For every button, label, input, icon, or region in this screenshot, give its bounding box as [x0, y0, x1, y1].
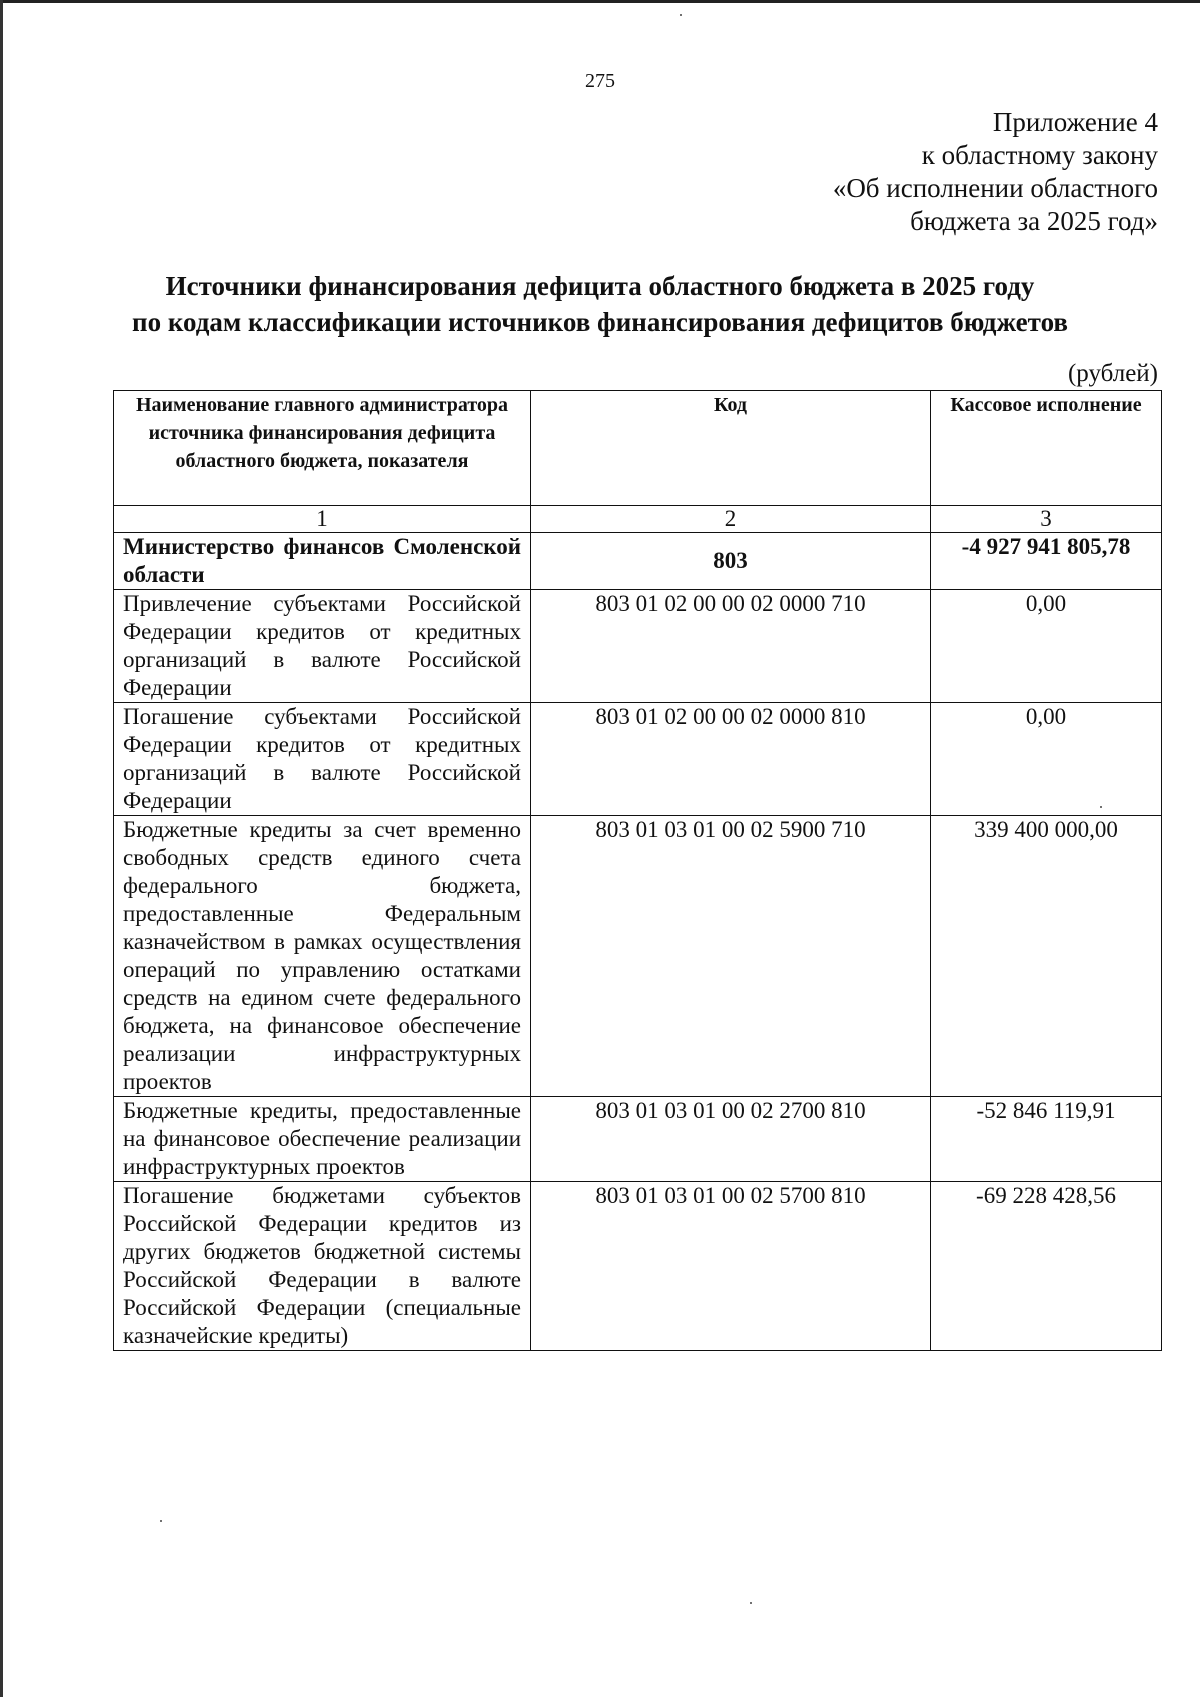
row-name: Привлечение субъектами Российской Федерации кредитов от кредитных организаций в валюте Российской Федерации: [114, 590, 531, 703]
row-name: Министерство финансов Смоленской области: [114, 533, 531, 590]
appendix-line: Приложение 4: [992, 107, 1158, 137]
row-code: 803 01 02 00 00 02 0000 810: [531, 703, 931, 816]
row-name: Бюджетные кредиты за счет временно свободных средств единого счета федерального бюджета, предоставленные Федеральным казначейством в рамках осуществления операций по управлению остатками средств на едином счете федерального бюджета, на финансовое обеспечение реализации инфраструктурных проектов: [114, 816, 531, 1097]
table-row: [114, 816, 1162, 1097]
row-name: Погашение субъектами Российской Федерации кредитов от кредитных организаций в валюте Российской Федерации: [114, 703, 531, 816]
header-name: Наименование главного администратора источника финансирования дефицита областного бюджета, показателя: [114, 391, 531, 506]
column-number: 1: [114, 506, 531, 533]
table-row: [114, 590, 1162, 703]
title-line-2: по кодам классификации источников финансирования дефицитов бюджетов: [132, 307, 1068, 337]
column-number-row: [114, 506, 1162, 533]
sources-table: [113, 390, 1162, 1351]
title-line-1: Источники финансирования дефицита областного бюджета в 2025 году: [165, 271, 1035, 301]
row-code: 803 01 02 00 00 02 0000 710: [531, 590, 931, 703]
row-amount: 0,00: [931, 590, 1162, 703]
row-code: 803 01 03 01 00 02 5900 710: [531, 816, 931, 1097]
page-number: 275: [585, 70, 615, 92]
row-name: Погашение бюджетами субъектов Российской Федерации кредитов из других бюджетов бюджетной системы Российской Федерации в валюте Российской Федерации (специальные казначейские кредиты): [114, 1182, 531, 1351]
row-code: 803: [531, 533, 931, 590]
row-amount: 339 400 000,00: [931, 816, 1162, 1097]
appendix-line: к областному закону: [921, 140, 1158, 170]
scan-edge-top: [0, 0, 1200, 3]
header-amount: Кассовое исполнение: [931, 391, 1162, 506]
document-title: [40, 268, 1160, 340]
appendix-line: бюджета за 2025 год»: [910, 206, 1158, 236]
header-code: Код: [531, 391, 931, 506]
table-row: [114, 703, 1162, 816]
table-row: [114, 1097, 1162, 1182]
row-amount: 0,00: [931, 703, 1162, 816]
row-name: Бюджетные кредиты, предоставленные на финансовое обеспечение реализации инфраструктурных проектов: [114, 1097, 531, 1182]
row-amount: -52 846 119,91: [931, 1097, 1162, 1182]
scan-speck: [680, 14, 682, 16]
scan-speck: [750, 1602, 752, 1604]
appendix-line: «Об исполнении областного: [832, 173, 1158, 203]
column-number: 3: [931, 506, 1162, 533]
scan-speck: [160, 1520, 162, 1522]
table-header-row: [114, 391, 1162, 506]
units-label: (рублей): [1067, 360, 1158, 387]
row-code: 803 01 03 01 00 02 5700 810: [531, 1182, 931, 1351]
row-amount: -4 927 941 805,78: [931, 533, 1162, 590]
row-amount: -69 228 428,56: [931, 1182, 1162, 1351]
table-row: [114, 1182, 1162, 1351]
table-row: [114, 533, 1162, 590]
appendix-block: [833, 106, 1158, 238]
column-number: 2: [531, 506, 931, 533]
scan-edge-left: [0, 0, 3, 1697]
row-code: 803 01 03 01 00 02 2700 810: [531, 1097, 931, 1182]
